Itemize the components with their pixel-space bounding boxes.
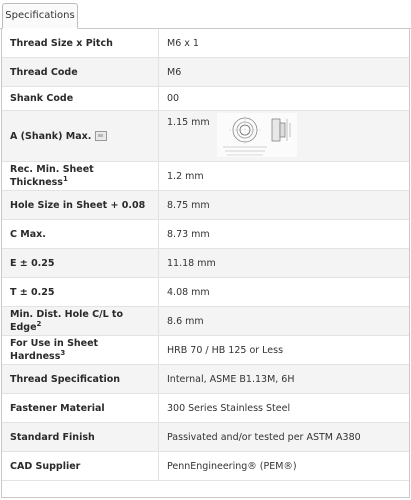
spec-value: 300 Series Stainless Steel — [159, 394, 410, 423]
spec-value: Internal, ASME B1.13M, 6H — [159, 365, 410, 394]
spec-label-cell — [2, 307, 159, 336]
table-row — [2, 58, 409, 87]
footnote-marker: 3 — [60, 348, 66, 357]
spec-value: 4.08 mm — [159, 278, 410, 307]
spec-label: Thread Size x Pitch — [2, 29, 159, 58]
table-row — [2, 365, 409, 394]
spec-label: Shank Code — [2, 87, 159, 111]
table-row — [2, 423, 409, 452]
spec-value: Passivated and/or tested per ASTM A380 — [159, 423, 410, 452]
tab-specifications[interactable]: Specifications — [2, 3, 78, 29]
table-row — [2, 111, 409, 162]
spec-label: Min. Dist. Hole C/L to Edge — [10, 308, 123, 334]
spec-value: 11.18 mm — [159, 249, 410, 278]
spec-value: 8.75 mm — [159, 191, 410, 220]
spec-label: C Max. — [2, 220, 159, 249]
image-icon[interactable] — [95, 131, 107, 141]
spec-value: HRB 70 / HB 125 or Less — [159, 336, 410, 365]
table-row — [2, 278, 409, 307]
spec-label: CAD Supplier — [2, 452, 159, 481]
spec-label-cell — [2, 336, 159, 365]
spec-label: For Use in Sheet Hardness — [10, 337, 99, 363]
table-row — [2, 162, 409, 191]
table-row — [2, 452, 409, 481]
table-row — [2, 249, 409, 278]
footnote-marker: 1 — [62, 174, 68, 183]
spec-label: Thread Code — [2, 58, 159, 87]
specifications-panel — [1, 29, 410, 498]
spec-value: PennEngineering® (PEM®) — [159, 452, 410, 481]
table-row — [2, 307, 409, 336]
spec-value: 00 — [159, 87, 410, 111]
spec-label: Hole Size in Sheet + 0.08 — [2, 191, 159, 220]
spec-value: 1.15 mm — [167, 117, 210, 128]
spec-label: Rec. Min. Sheet Thickness — [10, 163, 94, 189]
spec-label-cell — [2, 111, 159, 162]
spec-value: M6 x 1 — [159, 29, 410, 58]
spec-label: Standard Finish — [2, 423, 159, 452]
spec-label: E ± 0.25 — [2, 249, 159, 278]
spec-value-cell — [159, 111, 410, 162]
table-row — [2, 220, 409, 249]
tab-bar — [0, 0, 411, 29]
spec-value: 8.73 mm — [159, 220, 410, 249]
table-row — [2, 394, 409, 423]
footnote-marker: 2 — [36, 319, 42, 328]
spec-label: Fastener Material — [2, 394, 159, 423]
spec-label-cell — [2, 162, 159, 191]
spec-label: T ± 0.25 — [2, 278, 159, 307]
spec-label: A (Shank) Max. — [10, 130, 92, 142]
table-row — [2, 336, 409, 365]
table-row — [2, 191, 409, 220]
table-row — [2, 29, 409, 58]
fastener-drawing[interactable] — [217, 113, 297, 157]
spec-value: 1.2 mm — [159, 162, 410, 191]
specifications-table — [2, 29, 409, 481]
spec-value: 8.6 mm — [159, 307, 410, 336]
spec-label: Thread Specification — [2, 365, 159, 394]
spec-value: M6 — [159, 58, 410, 87]
table-row — [2, 87, 409, 111]
